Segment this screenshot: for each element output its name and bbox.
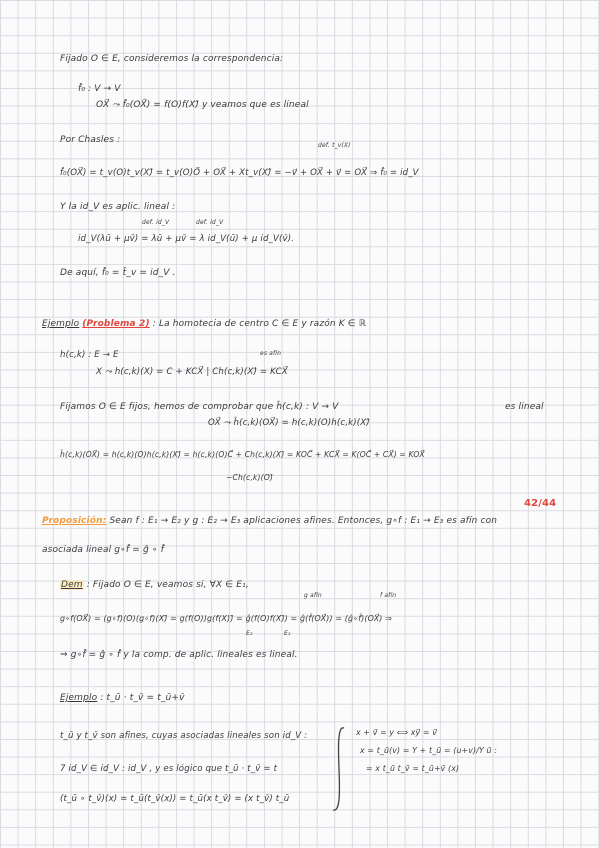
problem-ref: (Problema 2)	[82, 319, 150, 329]
text-line: De aquí, f̂₀ = t̂_v = id_V .	[60, 268, 176, 278]
annotation: E₂	[284, 630, 291, 637]
proof-line	[60, 580, 249, 590]
side-note: = x t_ū t_v̄ = t_ū+v̄ (x)	[366, 764, 460, 773]
integral-bracket-icon	[330, 724, 348, 814]
formula-line: id_V(λū + μv̄) = λū + μv̄ = λ id_V(ū) + μ id_V(v̄).	[78, 234, 295, 244]
page-number: 42/44	[524, 498, 557, 509]
text-line: Fijado O ∈ E, consideremos la correspondencia:	[60, 54, 284, 64]
example-heading	[60, 693, 185, 703]
side-note: x + v⃗ = y ⟺ xy⃗ = v⃗	[356, 728, 437, 737]
annotation: g afín	[304, 592, 322, 599]
example-label: Ejemplo	[42, 319, 80, 329]
annotation: def. id_V	[196, 219, 224, 226]
side-note: x = t_ū(v) = Y + t_ū = (u+v)/Y ū :	[360, 746, 498, 755]
proof-text: : Fijado O ∈ E, veamos si, ∀X ∈ E₁,	[86, 580, 249, 590]
annotation: es afín	[260, 350, 282, 357]
annotation: def. id_V	[142, 219, 170, 226]
proposition-line	[42, 516, 497, 526]
text-line: 7 id_V ∈ id_V : id_V , y es lógico que t_ū · t_v̄ = t	[60, 764, 278, 774]
formula-map: f̂₀ : V → V	[78, 84, 121, 94]
formula-line: f̂₀(OX⃗) = t_v(O)t_v(X)⃗ = t_v(O)O⃗ + OX⃗ + Xt_v(X)⃗ = −v⃗ + OX⃗ + v⃗ = OX⃗ ⇒ f̂₀ = id_V	[60, 168, 419, 178]
text-line: (t_ū ∘ t_v̄)(x) = t_ū(t_v̄(x)) = t_ū(x t_v̄) = (x t_v̄) t_ū	[60, 794, 290, 804]
formula-line: ĥ(c,k)(OX⃗) = h(c,k)(O)h(c,k)(X)⃗ = h(c,k)(O)C⃗ + Ch(c,k)(X)⃗ = KOC⃗ + KCX⃗ = K(OC⃗ + CX⃗) = KOX⃗	[60, 450, 425, 459]
text-line: t_ū y t_v̄ son afines, cuyas asociadas lineales son id_V :	[60, 731, 308, 741]
annotation: def. t_v(X)	[318, 142, 351, 149]
formula-line: −Ch(c,k)(O)⃗	[226, 473, 273, 482]
formula-line: OX⃗ ⤳ ĥ(c,k)(OX⃗) = h(c,k)(O)h(c,k)(X)⃗	[208, 418, 370, 428]
formula-line: X ⤳ h(c,k)(X) = C + KCX⃗ | Ch(c,k)(X)⃗ = KCX⃗	[96, 367, 288, 377]
proof-label: Dem	[61, 580, 83, 590]
example-label: Ejemplo	[60, 693, 98, 703]
text-line: es lineal	[505, 402, 544, 412]
formula-line: g∘f(OX⃗) = (g∘f)(O)(g∘f)(X)⃗ = g(f(O))g(f(X))⃗ = ĝ(f(O)f(X)⃗) = ĝ(f̂(OX⃗)) = (ĝ∘f̂)(OX⃗) ⇒	[60, 614, 392, 623]
text-line: Por Chasles :	[60, 135, 121, 145]
example-heading	[42, 319, 366, 329]
annotation: f afín	[380, 592, 397, 599]
text-line: Fijamos O ∈ E fijos, hemos de comprobar que ĥ(c,k) : V → V	[60, 402, 339, 412]
text-line: Y la id_V es aplic. lineal :	[60, 202, 176, 212]
annotation: E₂	[246, 630, 253, 637]
example-text: : t_ū · t_v̄ = t_ū+v̄	[100, 693, 185, 703]
proposition-line: asociada lineal g∘f̂ = ĝ ∘ f̂	[42, 545, 164, 555]
formula-map: h(c,k) : E → E	[60, 350, 119, 360]
proposition-text: Sean f : E₁ → E₂ y g : E₂ → E₃ aplicaciones afines. Entonces, g∘f : E₁ → E₃ es afín con	[109, 516, 498, 526]
proposition-label: Proposición:	[42, 516, 107, 526]
example-text: : La homotecia de centro C ∈ E y razón K ∈ ℝ	[152, 319, 367, 329]
formula-map: OX⃗ ⤳ f̂₀(OX⃗) = f(O)f(X)⃗ y veamos que es lineal	[96, 100, 309, 110]
formula-line: ⇒ g∘f̂ = ĝ ∘ f̂ y la comp. de aplic. lineales es lineal.	[60, 650, 298, 660]
